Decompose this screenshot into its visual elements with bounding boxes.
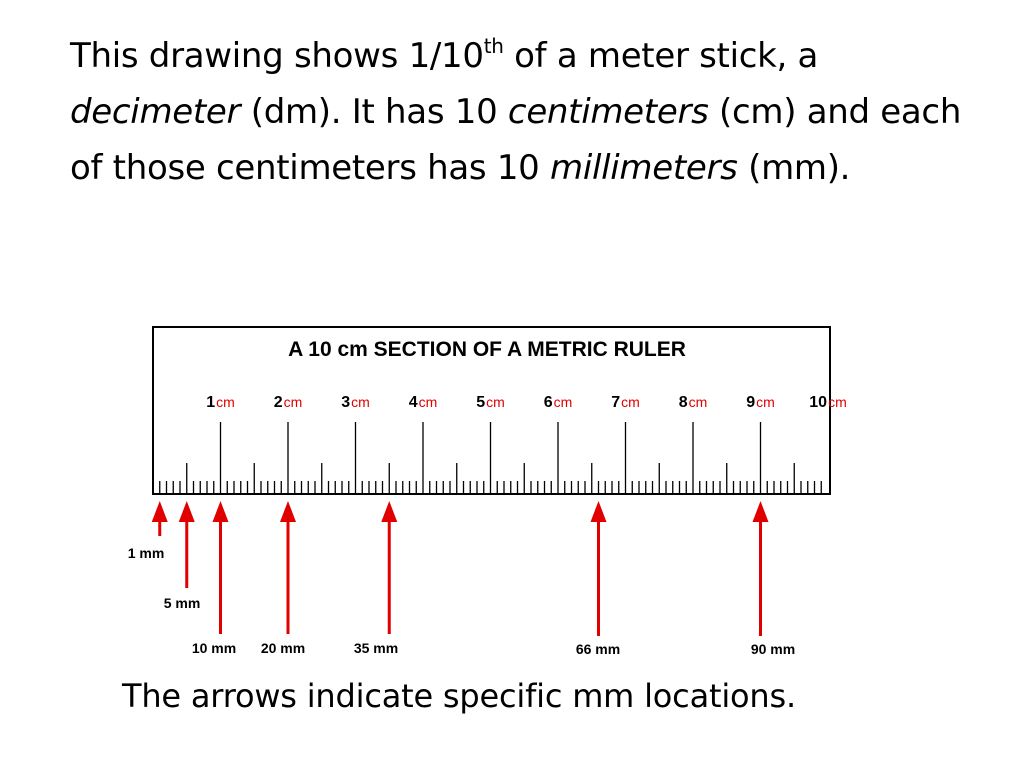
cm-label-unit: cm xyxy=(828,394,847,410)
cm-label xyxy=(341,394,370,411)
cm-label xyxy=(206,394,235,411)
arrow-label: 1 mm xyxy=(127,545,165,561)
arrow-head xyxy=(280,501,296,522)
arrow-label: 35 mm xyxy=(353,640,399,656)
cm-label-number: 10 xyxy=(809,394,828,411)
cm-label-number: 4 xyxy=(408,394,418,411)
cm-label-unit: cm xyxy=(688,394,708,410)
arrow-head xyxy=(152,501,168,522)
arrow-head xyxy=(381,501,397,522)
intro-part5: (mm). xyxy=(737,148,851,188)
cm-label xyxy=(809,394,846,411)
arrow-label: 20 mm xyxy=(260,640,306,656)
caption: The arrows indicate specific mm locations. xyxy=(122,677,796,715)
cm-label-number: 5 xyxy=(476,394,486,411)
cm-label-unit: cm xyxy=(553,394,573,410)
cm-label-number: 6 xyxy=(543,394,553,411)
cm-label xyxy=(274,394,303,411)
intro-superscript: th xyxy=(483,33,504,58)
mm-arrows xyxy=(128,501,795,657)
cm-label-number: 2 xyxy=(273,394,283,411)
cm-label-unit: cm xyxy=(756,394,775,410)
arrow-head xyxy=(213,501,229,522)
cm-label xyxy=(679,394,708,411)
arrow-label: 90 mm xyxy=(750,641,796,657)
intro-part2: of a meter stick, a xyxy=(503,36,819,76)
arrow-head xyxy=(591,501,607,522)
cm-label-unit: cm xyxy=(486,394,505,410)
cm-label xyxy=(476,394,505,411)
intro-part1: This drawing shows 1/10 xyxy=(70,36,484,76)
cm-label xyxy=(544,394,573,411)
cm-label-number: 3 xyxy=(341,394,351,411)
cm-label-unit: cm xyxy=(216,394,235,410)
cm-label-unit: cm xyxy=(351,394,370,410)
arrow-label: 10 mm xyxy=(191,640,237,656)
cm-label-unit: cm xyxy=(418,394,438,410)
term-millimeters: millimeters xyxy=(550,148,738,188)
arrow-label: 66 mm xyxy=(575,641,621,657)
cm-label-number: 8 xyxy=(678,394,688,411)
cm-label-number: 9 xyxy=(746,394,756,411)
term-decimeter: decimeter xyxy=(70,92,241,132)
cm-label-unit: cm xyxy=(621,394,640,410)
term-centimeters: centimeters xyxy=(507,92,709,132)
arrow-head xyxy=(753,501,769,522)
ruler-title: A 10 cm SECTION OF A METRIC RULER xyxy=(288,338,686,361)
cm-label xyxy=(611,394,640,411)
cm-label-number: 7 xyxy=(611,394,621,411)
cm-label xyxy=(409,394,438,411)
cm-label-unit: cm xyxy=(283,394,303,410)
cm-label-number: 1 xyxy=(206,394,216,411)
intro-part4: (cm) and each of those centimeters has 10 xyxy=(70,92,962,188)
arrow-label: 5 mm xyxy=(163,595,201,611)
arrow-head xyxy=(179,501,195,522)
cm-label xyxy=(746,394,775,411)
intro-part3: (dm). It has 10 xyxy=(240,92,508,132)
